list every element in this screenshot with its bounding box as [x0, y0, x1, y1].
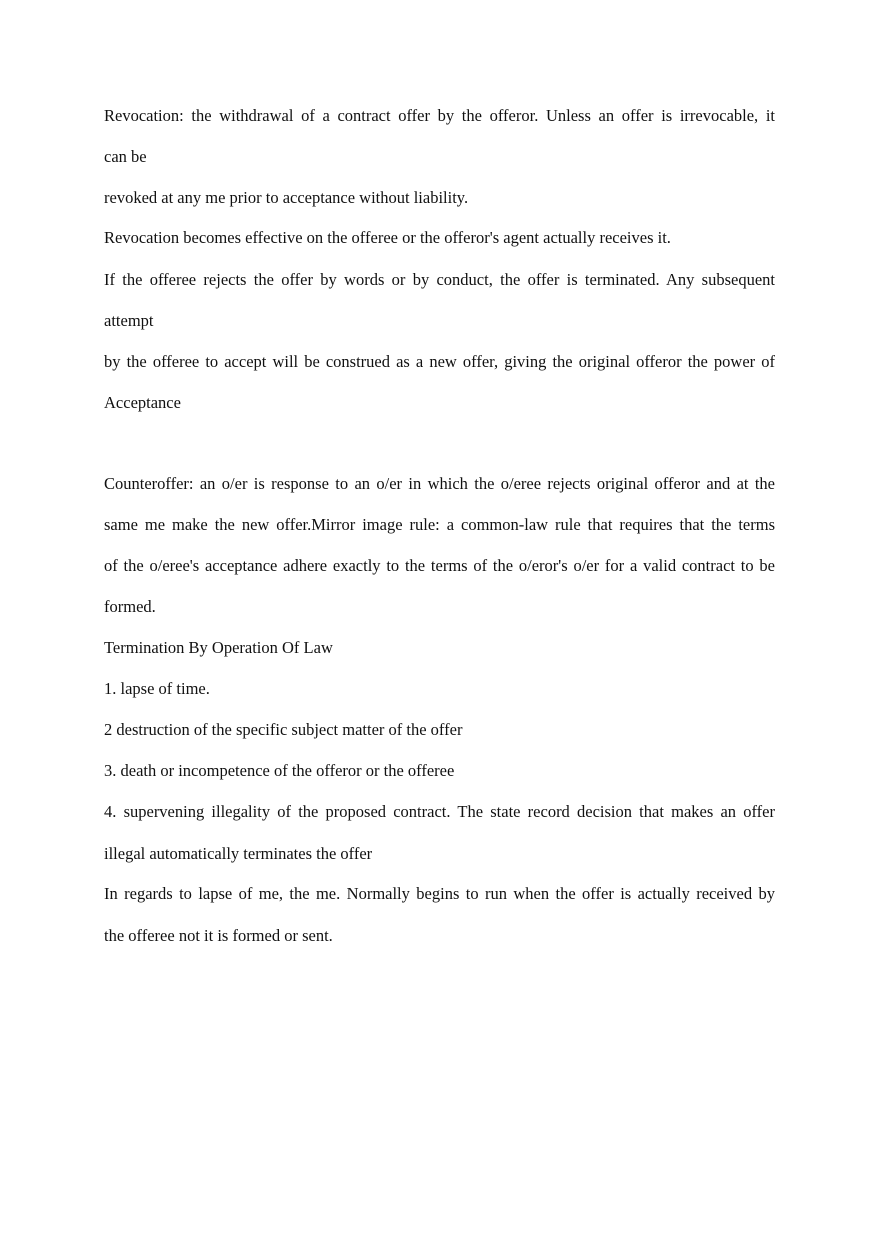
rejection-line-3: by the offeree to accept will be construed as a new offer, giving the original offeror the power of	[104, 352, 775, 371]
rejection-line-1: If the offeree rejects the offer by words or by conduct, the offer is terminated. Any subsequent	[104, 270, 775, 289]
lapse-line-1: In regards to lapse of me, the me. Normally begins to run when the offer is actually received by	[104, 884, 775, 903]
termination-item-4-line-2: illegal automatically terminates the offer	[104, 844, 373, 863]
termination-item-3: 3. death or incompetence of the offeror or the offeree	[104, 761, 455, 780]
revocation-line-2: can be	[104, 147, 147, 166]
counteroffer-line-1: Counteroffer: an o/er is response to an o/er in which the o/eree rejects original offeror and at the	[104, 474, 775, 493]
termination-item-4-line-1: 4. supervening illegality of the proposed contract. The state record decision that makes an offer	[104, 802, 775, 821]
termination-item-1: 1. lapse of time.	[104, 679, 210, 698]
revocation-line-1: Revocation: the withdrawal of a contract offer by the offeror. Unless an offer is irrevocable, it	[104, 106, 775, 125]
counteroffer-line-4: formed.	[104, 597, 156, 616]
counteroffer-line-2: same me make the new offer.Mirror image rule: a common-law rule that requires that the terms	[104, 515, 775, 534]
counteroffer-line-3: of the o/eree's acceptance adhere exactly to the terms of the o/eror's o/er for a valid contract to be	[104, 556, 775, 575]
lapse-line-2: the offeree not it is formed or sent.	[104, 926, 333, 945]
rejection-line-4: Acceptance	[104, 393, 181, 412]
rejection-line-2: attempt	[104, 311, 154, 330]
revocation-line-4: Revocation becomes effective on the offeree or the offeror's agent actually receives it.	[104, 228, 671, 247]
termination-item-2: 2 destruction of the specific subject matter of the offer	[104, 720, 463, 739]
termination-heading: Termination By Operation Of Law	[104, 638, 333, 657]
revocation-line-3: revoked at any me prior to acceptance without liability.	[104, 188, 469, 207]
